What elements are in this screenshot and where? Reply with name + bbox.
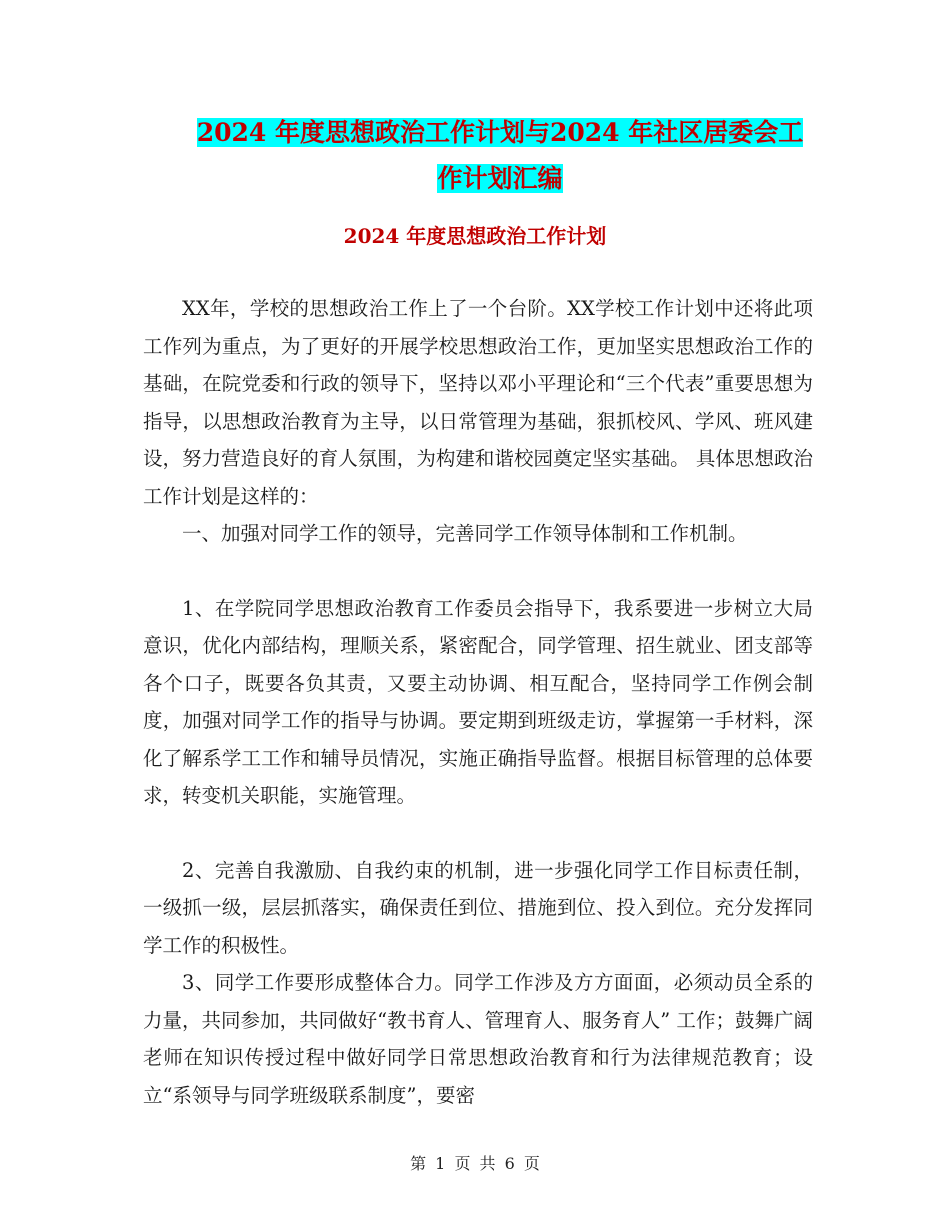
paragraph-item-1: 1、在学院同学思想政治教育工作委员会指导下，我系要进一步树立大局意识，优化内部结构，理顺关系，紧密配合，同学管理、招生就业、团支部等各个口子，既要各负其责，又要主动协调、相互配合，坚持同学工作例会制度，加强对同学工作的指导与协调。要定期到班级走访，掌握第一手材料，深化了解系学工工作和辅导员情况，实施正确指导监督。根据目标管理的总体要求，转变机关职能，实施管理。 <box>143 596 813 807</box>
paragraph-intro: XX年，学校的思想政治工作上了一个台阶。XX学校工作计划中还将此项工作列为重点，为了更好的开展学校思想政治工作，更加坚实思想政治工作的基础，在院党委和行政的领导下，坚持以邓小平理论和“三个代表”重要思想为指导，以思想政治教育为主导，以日常管理为基础，狠抓校风、学风、班风建设，努力营造良好的育人氛围，为构建和谐校园奠定坚实基础。 具体思想政治工作计划是这样的： <box>143 297 813 508</box>
section-title: 2024 年度思想政治工作计划 <box>343 224 607 248</box>
paragraph-item-2: 2、完善自我激励、自我约束的机制，进一步强化同学工作目标责任制，一级抓一级，层层抓落实，确保责任到位、措施到位、投入到位。充分发挥同学工作的积极性。 <box>143 858 813 957</box>
document-body <box>143 290 813 1114</box>
document-title-text: 2024 年度思想政治工作计划与2024 年社区居委会工作计划汇编 <box>196 118 804 193</box>
paragraph-heading-1: 一、加强对同学工作的领导，完善同学工作领导体制和工作机制。 <box>182 522 748 545</box>
paragraph-item-3: 3、同学工作要形成整体合力。同学工作涉及方方面面，必须动员全系的力量，共同参加，共同做好“教书育人、管理育人、服务育人” 工作；鼓舞广阔老师在知识传授过程中做好同学日常思想政治教育和行为法律规范教育；设立“系领导与同学班级联系制度”，要密 <box>143 971 813 1107</box>
page-number-footer: 第 1 页 共 6 页 <box>410 1154 540 1173</box>
document-title <box>190 110 810 202</box>
